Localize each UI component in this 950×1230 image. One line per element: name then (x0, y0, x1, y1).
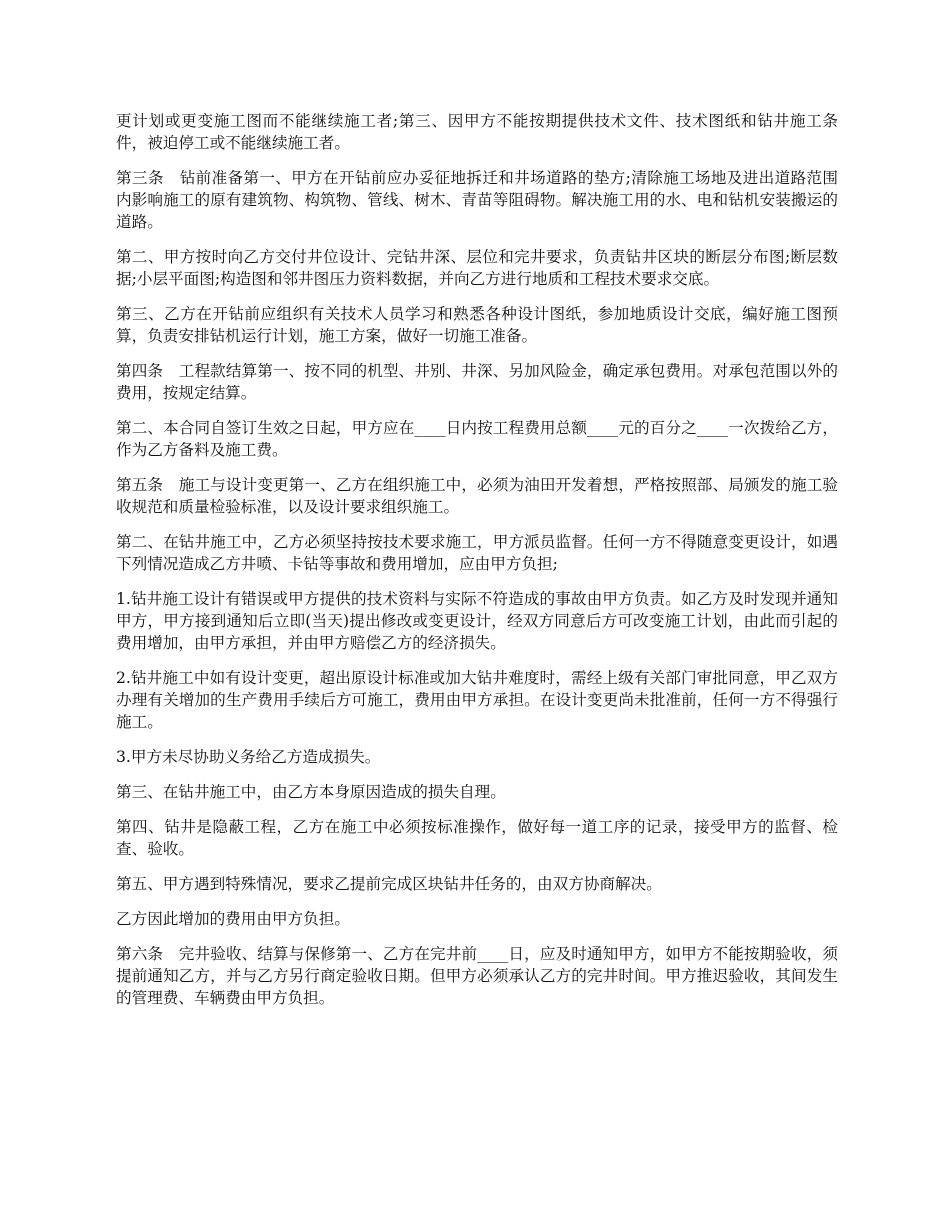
paragraph-article-4-item-2: 第二、本合同自签订生效之日起，甲方应在____日内按工程费用总额____元的百分之____一次拨给乙方，作为乙方备料及施工费。 (116, 419, 838, 459)
paragraph-article-3-item-3: 第三、乙方在开钻前应组织有关技术人员学习和熟悉各种设计图纸，参加地质设计交底，编好施工图预算，负责安排钻机运行计划，施工方案，做好一切施工准备。 (116, 305, 838, 345)
paragraph-article-5-item-3: 第三、在钻井施工中，由乙方本身原因造成的损失自理。 (116, 783, 506, 801)
paragraph-article-5-construction: 第五条 施工与设计变更第一、乙方在组织施工中，必须为油田开发着想，严格按照部、局颁发的施工验收规范和质量检验标准，以及设计要求组织施工。 (116, 476, 838, 516)
paragraph-article-5-item-5: 第五、甲方遇到特殊情况，要求乙提前完成区块钻井任务的，由双方协商解决。 (116, 875, 662, 893)
paragraph-list-item-1: 1.钻井施工设计有错误或甲方提供的技术资料与实际不符造成的事故由甲方负责。如乙方及时发现并通知甲方，甲方接到通知后立即(当天)提出修改或变更设计，经双方同意后方可改变施工计划，由此而引起的费用增加，由甲方承担，并由甲方赔偿乙方的经济损失。 (116, 590, 838, 652)
paragraph-article-3-item-2: 第二、甲方按时向乙方交付井位设计、完钻井深、层位和完井要求，负责钻井区块的断层分布图;断层数据;小层平面图;构造图和邻井图压力资料数据，并向乙方进行地质和工程技术要求交底。 (116, 248, 838, 288)
paragraph-article-3-site-preparation: 第三条 钻前准备第一、甲方在开钻前应办妥征地拆迁和井场道路的垫方;清除施工场地及进出道路范围内影响施工的原有建筑物、构筑物、管线、树木、青苗等阻碍物。解决施工用的水、电和钻机安装搬运的道路。 (116, 169, 838, 231)
paragraph-list-item-2: 2.钻井施工中如有设计变更，超出原设计标准或加大钻井难度时，需经上级有关部门审批同意，甲乙双方办理有关增加的生产费用手续后方可施工，费用由甲方承担。在设计变更尚未批准前，任何一方不得强行施工。 (116, 669, 838, 731)
document-page (116, 110, 838, 1022)
paragraph-article-5-item-2: 第二、在钻井施工中，乙方必须坚持按技术要求施工，甲方派员监督。任何一方不得随意变更设计，如遇下列情况造成乙方井喷、卡钻等事故和费用增加，应由甲方负担; (116, 533, 838, 573)
paragraph-article-5-item-4: 第四、钻井是隐蔽工程，乙方在施工中必须按标准操作，做好每一道工序的记录，接受甲方的监督、检查、验收。 (116, 818, 838, 858)
paragraph-list-item-3: 3.甲方未尽协助义务给乙方造成损失。 (116, 748, 381, 766)
paragraph-extra-cost: 乙方因此增加的费用由甲方负担。 (116, 910, 350, 928)
paragraph-article-6-acceptance: 第六条 完井验收、结算与保修第一、乙方在完井前____日，应及时通知甲方，如甲方不能按期验收，须提前通知乙方，并与乙方另行商定验收日期。但甲方必须承认乙方的完井时间。甲方推迟验收，其间发生的管理费、车辆费由甲方负担。 (116, 945, 838, 1007)
paragraph-article-4-settlement: 第四条 工程款结算第一、按不同的机型、井别、井深、另加风险金，确定承包费用。对承包范围以外的费用，按规定结算。 (116, 362, 838, 402)
paragraph-continuation: 更计划或更变施工图而不能继续施工者;第三、因甲方不能按期提供技术文件、技术图纸和钻井施工条件，被迫停工或不能继续施工者。 (116, 112, 838, 152)
